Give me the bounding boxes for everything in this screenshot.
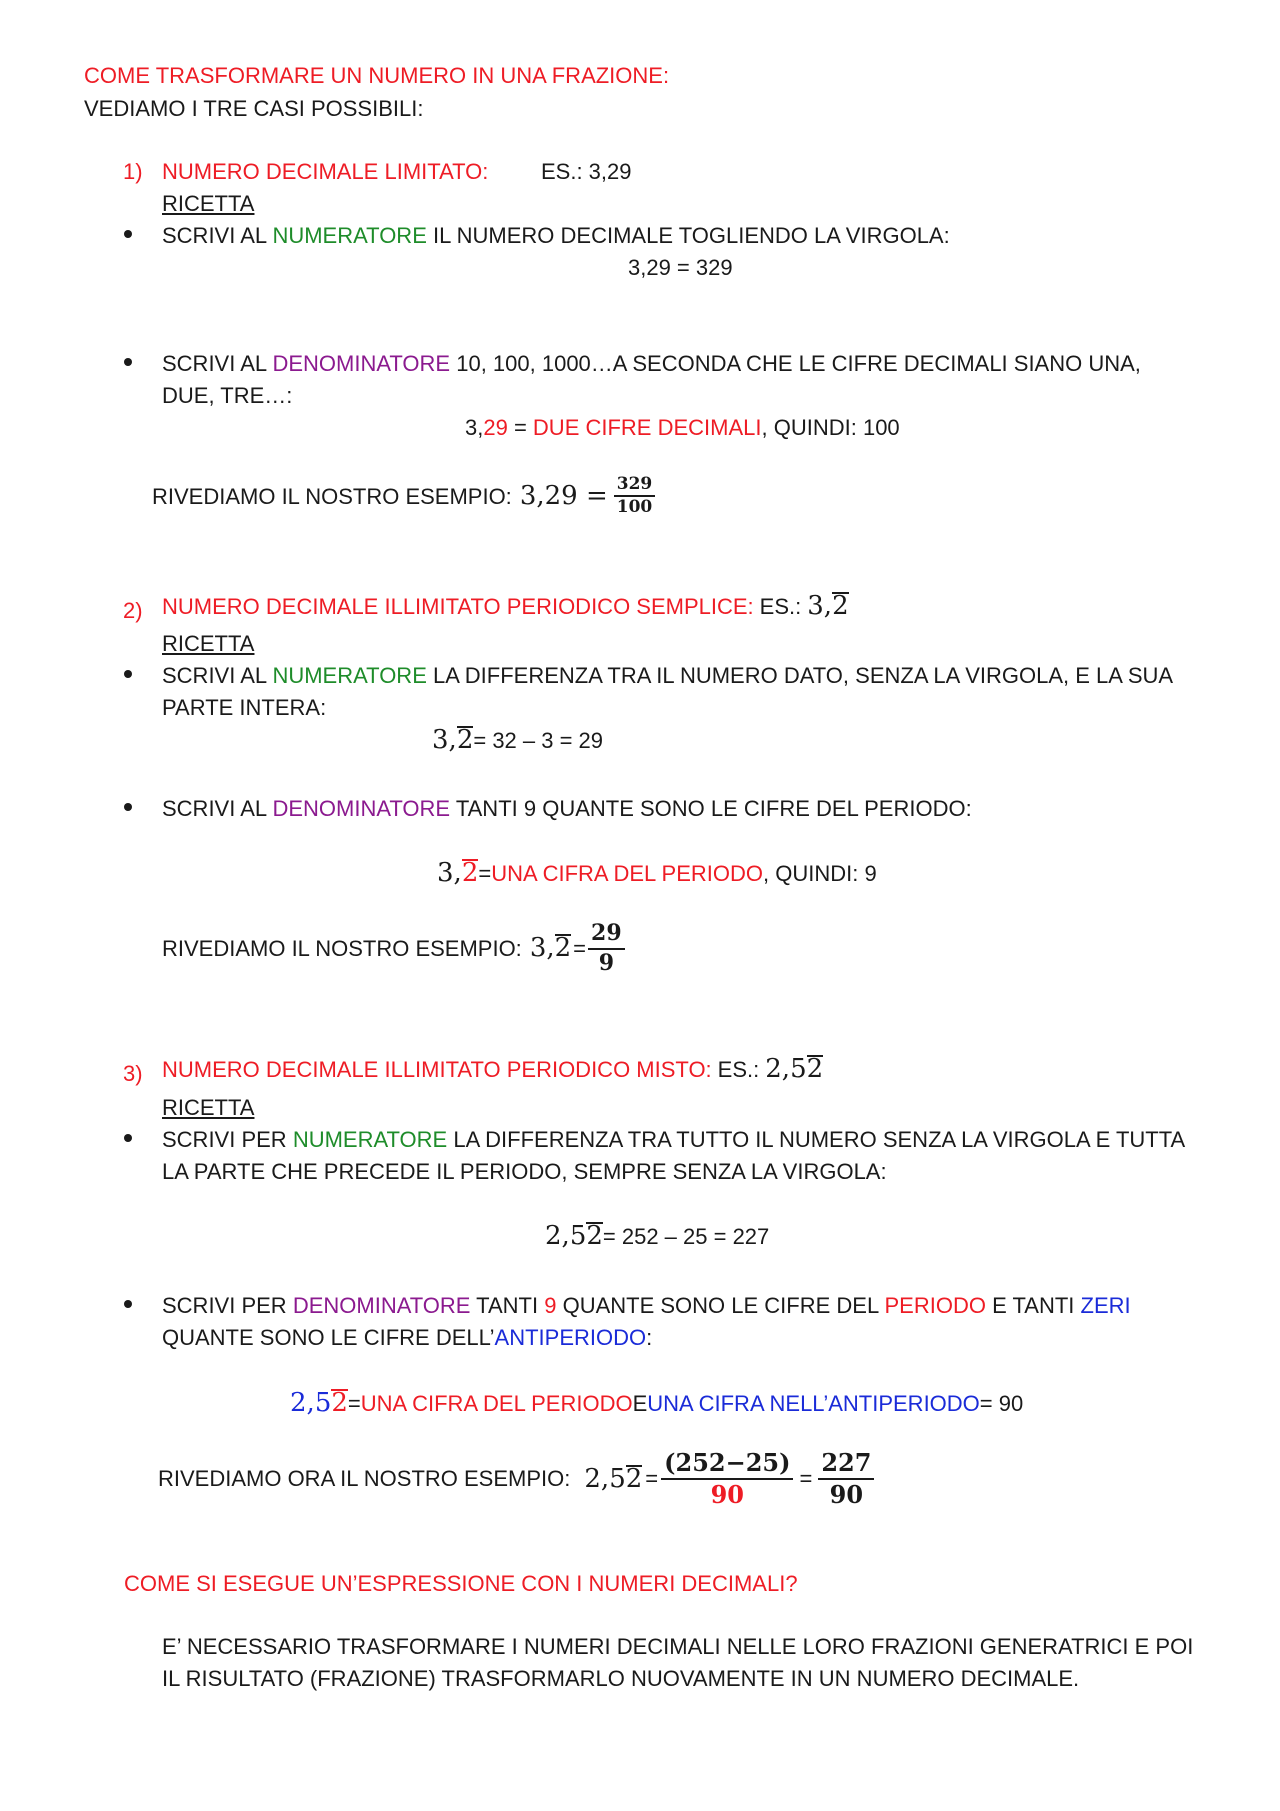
section3-bullet2: SCRIVI PER DENOMINATORE TANTI 9 QUANTE SONO LE CIFRE DEL PERIODO E TANTI ZERI — [162, 1293, 1131, 1318]
section2-line2-math: 3, 2 — [437, 858, 479, 888]
section1-number: 1) — [123, 159, 143, 184]
fraction-denominator: 100 — [616, 497, 653, 518]
section3-line2-math: 2,5 2 — [290, 1388, 348, 1418]
section3-number: 3) — [123, 1061, 143, 1086]
section2-bullet2: SCRIVI AL DENOMINATORE TANTI 9 QUANTE SONO LE CIFRE DEL PERIODO: — [162, 796, 972, 821]
section1-recipe-label: RICETTA — [162, 191, 255, 216]
section3-example-math: 2,5 2 — [765, 1054, 824, 1084]
section3-es-label: ES.: — [717, 1057, 760, 1082]
section1-fraction — [614, 474, 656, 519]
section3-fraction1 — [661, 1448, 793, 1510]
section2-bullet1: SCRIVI AL NUMERATORE LA DIFFERENZA TRA IL NUMERO DATO, SENZA LA VIRGOLA, E LA SUA — [162, 663, 1174, 688]
question-heading: COME SI ESEGUE UN’ESPRESSIONE CON I NUMERI DECIMALI? — [124, 1571, 798, 1596]
section3-line1: 2,5 2 = 252 – 25 = 227 — [545, 1221, 770, 1251]
section3-bullet1-cont: LA PARTE CHE PRECEDE IL PERIODO, SEMPRE SENZA LA VIRGOLA: — [162, 1159, 887, 1184]
section3-heading: NUMERO DECIMALE ILLIMITATO PERIODICO MISTO: — [162, 1057, 712, 1082]
section3-review: RIVEDIAMO ORA IL NOSTRO ESEMPIO: 2,5 2 = $\frac{(252-25)}{90}$ = $\frac{227}{90}$ — [158, 1448, 874, 1510]
section3-review-label: RIVEDIAMO ORA IL NOSTRO ESEMPIO: — [158, 1466, 571, 1492]
section1-line1: 3,29 = 329 — [628, 255, 733, 280]
section1-review-math: 3,29 = — [519, 481, 608, 511]
bullet-icon — [124, 358, 132, 366]
fraction-denominator: 9 — [598, 949, 614, 976]
bullet-icon — [124, 1134, 132, 1142]
bullet-icon — [124, 230, 132, 238]
section3-bullet2-cont: QUANTE SONO LE CIFRE DELL’ANTIPERIODO: — [162, 1325, 653, 1350]
section3-heading-row — [162, 1053, 823, 1086]
section2-review-math: 3, 2 — [529, 933, 572, 964]
section1-example: ES.: 3,29 — [541, 159, 632, 184]
section3-recipe-label: RICETTA — [162, 1095, 255, 1120]
section2-fraction — [588, 920, 625, 977]
section2-review: RIVEDIAMO IL NOSTRO ESEMPIO: 3, 2 = $\frac{29}{9}$ — [162, 920, 625, 977]
section2-line1: 3, 2 = 32 – 3 = 29 — [432, 725, 604, 755]
answer-line-1: E’ NECESSARIO TRASFORMARE I NUMERI DECIMALI NELLE LORO FRAZIONI GENERATRICI E POI — [162, 1634, 1194, 1659]
section2-heading: NUMERO DECIMALE ILLIMITATO PERIODICO SEMPLICE: — [162, 594, 754, 619]
section2-number: 2) — [123, 598, 143, 623]
bullet-icon — [124, 1300, 132, 1308]
section3-bullet1: SCRIVI PER NUMERATORE LA DIFFERENZA TRA TUTTO IL NUMERO SENZA LA VIRGOLA E TUTTA — [162, 1127, 1186, 1152]
fraction-numerator: 329 — [616, 474, 653, 494]
section1-line2: 3,29 = DUE CIFRE DECIMALI, QUINDI: 100 — [465, 415, 900, 440]
section1-review — [152, 474, 655, 519]
section2-example-math: 3, 2 — [807, 591, 849, 621]
section1-review-label: RIVEDIAMO IL NOSTRO ESEMPIO: — [152, 483, 512, 509]
fraction-numerator: 227 — [821, 1448, 872, 1477]
section3-fraction2 — [818, 1448, 874, 1510]
section3-line2: 2,5 2 = UNA CIFRA DEL PERIODO E UNA CIFRA NELL’ANTIPERIODO = 90 — [290, 1388, 1024, 1418]
fraction-denominator: 90 — [710, 1480, 744, 1509]
section3-line1-math: 2,5 2 — [545, 1221, 603, 1251]
page-subtitle: VEDIAMO I TRE CASI POSSIBILI: — [84, 96, 424, 121]
section1-bullet1: SCRIVI AL NUMERATORE IL NUMERO DECIMALE TOGLIENDO LA VIRGOLA: — [162, 223, 950, 248]
section1-heading: NUMERO DECIMALE LIMITATO: — [162, 159, 489, 184]
bullet-icon — [124, 670, 132, 678]
section1-bullet2-cont: DUE, TRE…: — [162, 383, 293, 408]
fraction-numerator: (252−25) — [664, 1448, 791, 1477]
section2-line1-math: 3, 2 — [432, 725, 474, 755]
bullet-icon — [124, 803, 132, 811]
section2-es-label: ES.: — [759, 594, 802, 619]
section2-heading-row — [162, 590, 849, 623]
page-title: COME TRASFORMARE UN NUMERO IN UNA FRAZIONE: — [84, 63, 670, 88]
section2-recipe-label: RICETTA — [162, 631, 255, 656]
section2-bullet1-cont: PARTE INTERA: — [162, 695, 327, 720]
section3-review-math: 2,5 2 — [584, 1463, 643, 1494]
section2-review-label: RIVEDIAMO IL NOSTRO ESEMPIO: — [162, 935, 522, 961]
section2-line2: 3, 2 = UNA CIFRA DEL PERIODO , QUINDI: 9 — [437, 858, 877, 888]
answer-line-2: IL RISULTATO (FRAZIONE) TRASFORMARLO NUOVAMENTE IN UN NUMERO DECIMALE. — [162, 1666, 1080, 1691]
section1-bullet2: SCRIVI AL DENOMINATORE 10, 100, 1000…A SECONDA CHE LE CIFRE DECIMALI SIANO UNA, — [162, 351, 1141, 376]
fraction-numerator: 29 — [591, 920, 622, 946]
fraction-denominator: 90 — [829, 1480, 864, 1509]
